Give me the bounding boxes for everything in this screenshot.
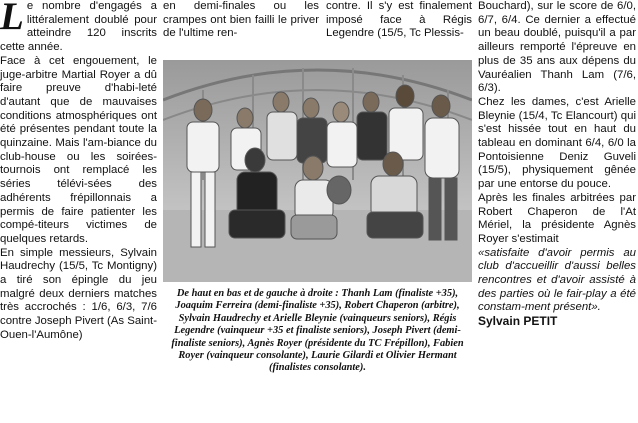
drop-cap: L <box>0 0 24 38</box>
author-signature: Sylvain PETIT <box>478 314 558 329</box>
article-column-1 <box>0 0 157 343</box>
paragraph-judge: Face à cet engouement, le juge-arbitre Martial Royer a dû faire preuve d'habi-leté d'autant que de mauvaises conditions atmosphériques ont été présentes pendant toute la quinzaine. Mais l'am-biance du club-house ou les soirées-tournois ont remplacé les séries télévi-sées des adhérents frépillonnais a permis de faire patienter les compé-titeurs victimes de quelques retards. <box>0 54 157 245</box>
paragraph-men-singles: En simple messieurs, Sylvain Haudrechy (15/5, Tc Montigny) a tiré son épingle du jeu malgré deux derniers matches très accrochés : 1/6, 6/3, 7/6 contre Joseph Pivert (As Saint-Ouen-l'Aumône) <box>0 246 158 341</box>
article-column-2 <box>163 0 319 41</box>
article-column-3 <box>326 0 472 41</box>
paragraph-intro: e nombre d'engagés a littéralement doublé pour atteindre 120 inscrits cette année. <box>0 0 157 54</box>
paragraph-col3: contre. Il s'y est finalement imposé face à Régis Legendre (15/5, Tc Plessis- <box>326 0 472 40</box>
photo-caption: De haut en bas et de gauche à droite : Thanh Lam (finaliste +35), Joaquim Ferreira (demi-finaliste +35), Robert Chaperon (arbitre), Sylvain Haudrechy et Arielle Bleynie (vainqueurs seniors), Régis Legendre (vainqueur +35 et finaliste seniors), Joseph Pivert (demi-finaliste seniors), Agnès Royer (présidente du TC Frépillon), Fabien Royer (vainqueur consolante), Laurie Gilardi et Olivier Hermant (finalistes consolante). <box>171 288 464 374</box>
president-quote: «satisfaite d'avoir permis au club d'accueillir d'aussi belles rencontres et d'avoir assisté à des parties où le fair-play a été constam-ment présent». <box>478 246 636 314</box>
paragraph-col2: en demi-finales ou les crampes ont bien failli le priver de l'ultime ren- <box>163 0 319 40</box>
article-column-4 <box>478 0 636 329</box>
paragraph-ladies: Chez les dames, c'est Arielle Bleynie (15/4, Tc Elancourt) qui s'est hissée tout en haut du tableau en dominant 6/4, 6/0 la Pontoisienne Deniz Guveli (15/5), physiquement gênée par une entorse du pouce. <box>478 95 636 191</box>
paragraph-finals: Après les finales arbitrées par Robert Chaperon de l'At Mériel, la présidente Agnès Royer s'estimait <box>478 191 636 245</box>
paragraph-final-score: Bouchard), sur le score de 6/0, 6/7, 6/4. Ce dernier a effectué un beau doublé, puisqu'il a par ailleurs remporté l'épreuve en plus de 35 ans aux dépens du Vauréalien Thanh Lam (7/6, 6/3). <box>478 0 636 95</box>
team-photo <box>163 60 472 282</box>
